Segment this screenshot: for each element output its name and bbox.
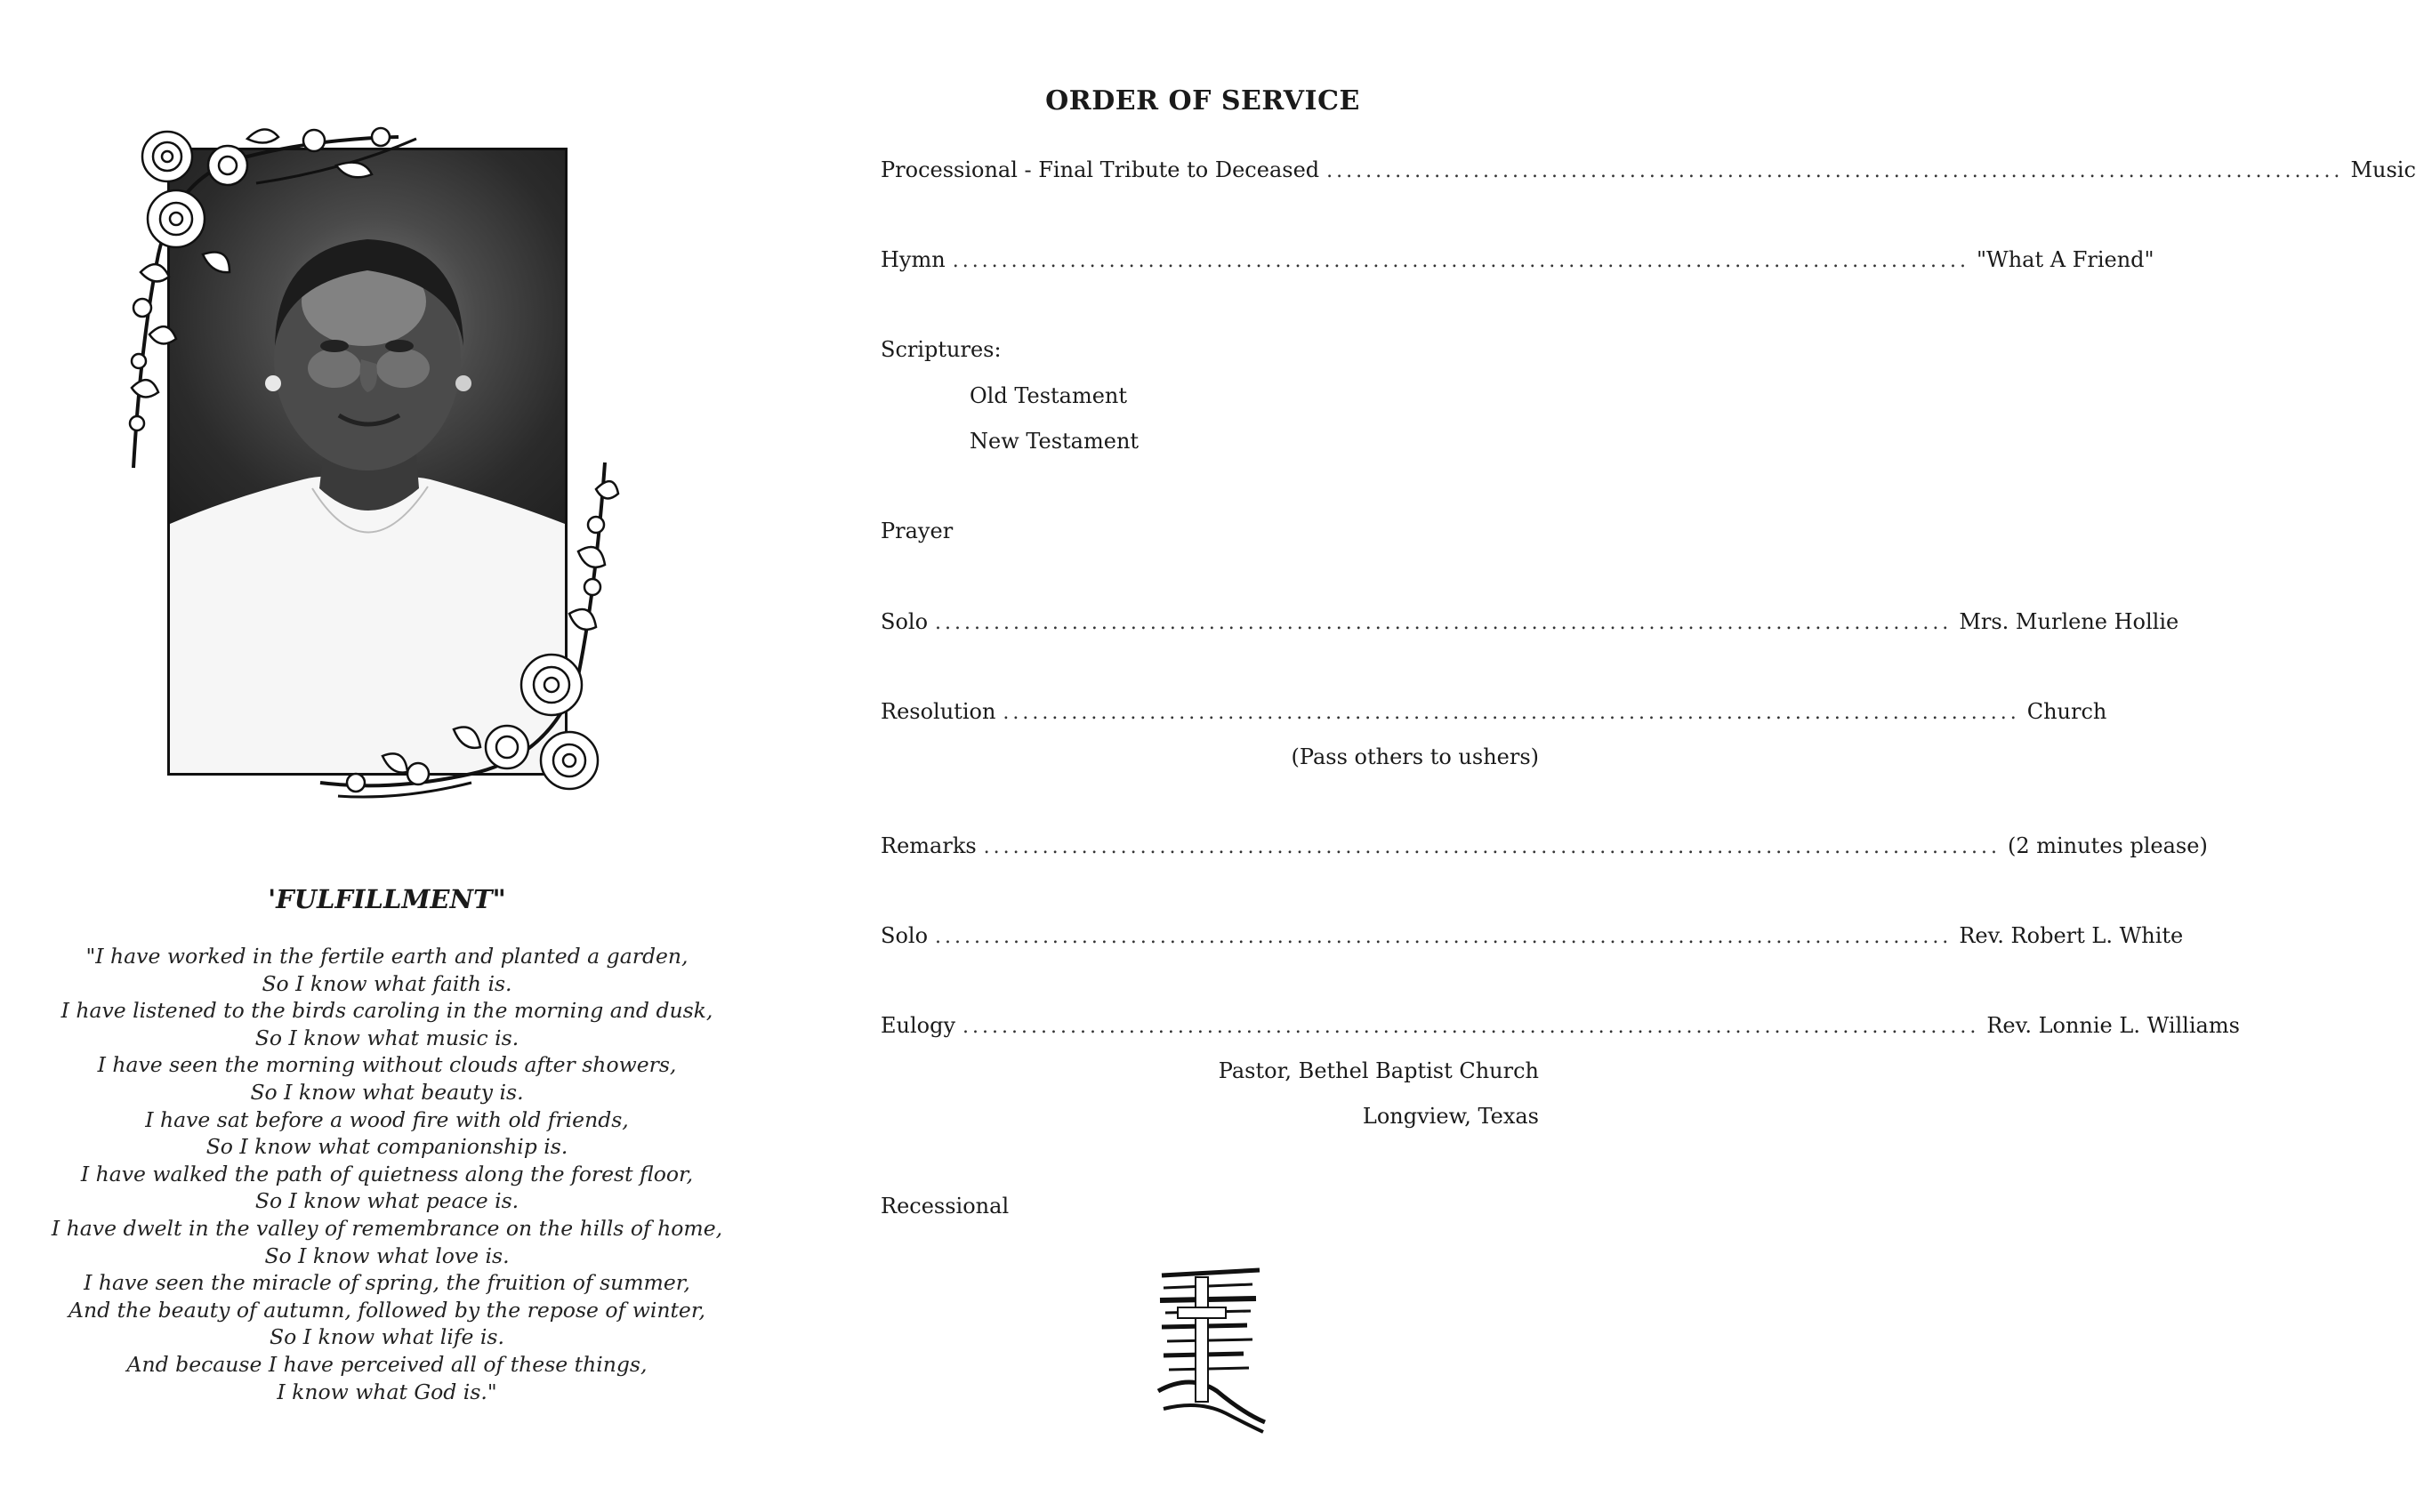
service-item-solo bbox=[881, 609, 2179, 634]
service-item-resolution bbox=[881, 699, 2107, 724]
cross-icon bbox=[1155, 1258, 1267, 1436]
item-value: Church bbox=[2026, 699, 2107, 724]
item-value: Rev. Robert L. White bbox=[1959, 923, 2184, 948]
poem-line: So I know what faith is. bbox=[262, 970, 512, 996]
poem-line: I have seen the morning without clouds after showers, bbox=[97, 1052, 677, 1078]
dot-leader: ........................................................................................................ bbox=[1326, 160, 2344, 182]
recessional: Recessional bbox=[881, 1194, 1010, 1218]
dot-leader: ........................................................................................................ bbox=[983, 836, 2001, 858]
service-item-hymn bbox=[881, 247, 2154, 272]
poem-line: I have sat before a wood fire with old friends, bbox=[145, 1106, 629, 1132]
item-value: Mrs. Murlene Hollie bbox=[1959, 609, 2179, 634]
service-item-remarks bbox=[881, 833, 2208, 858]
item-label: Processional - Final Tribute to Deceased bbox=[881, 157, 1320, 182]
dot-leader: ........................................................................................................ bbox=[935, 612, 1953, 634]
dot-leader: ........................................................................................................ bbox=[962, 1016, 1980, 1038]
item-label: Solo bbox=[881, 923, 929, 948]
item-value: (2 minutes please) bbox=[2007, 833, 2208, 858]
service-item-processional bbox=[881, 157, 2416, 182]
service-title: ORDER OF SERVICE bbox=[1045, 85, 1360, 117]
item-label: Solo bbox=[881, 609, 929, 634]
poem-line: So I know what beauty is. bbox=[250, 1079, 524, 1105]
item-label: Eulogy bbox=[881, 1013, 956, 1038]
poem-line: And the beauty of autumn, followed by the repose of winter, bbox=[68, 1297, 705, 1323]
new-testament: New Testament bbox=[970, 429, 1140, 454]
scriptures-label: Scriptures: bbox=[881, 337, 1002, 362]
item-label: Resolution bbox=[881, 699, 996, 724]
poem-line: So I know what love is. bbox=[264, 1243, 510, 1268]
poem-line: "I have worked in the fertile earth and planted a garden, bbox=[85, 944, 689, 969]
rose-border-icon bbox=[123, 121, 443, 477]
resolution-note: (Pass others to ushers) bbox=[1291, 744, 1539, 769]
eulogy-church: Pastor, Bethel Baptist Church bbox=[1218, 1058, 1539, 1083]
poem-line: I have listened to the birds caroling in the morning and dusk, bbox=[60, 998, 713, 1024]
prayer: Prayer bbox=[881, 519, 954, 543]
poem-body bbox=[0, 943, 774, 1405]
poem-line: I have dwelt in the valley of remembrance on the hills of home, bbox=[51, 1215, 723, 1241]
item-value: Music bbox=[2350, 157, 2416, 182]
left-panel bbox=[0, 0, 801, 1512]
poem-title: 'FULFILLMENT" bbox=[268, 884, 506, 914]
service-item-eulogy bbox=[881, 1013, 2240, 1038]
poem-line: I have walked the path of quietness along the forest floor, bbox=[80, 1161, 694, 1186]
poem-line: I have seen the miracle of spring, the fruition of summer, bbox=[84, 1270, 690, 1296]
old-testament: Old Testament bbox=[970, 383, 1128, 408]
eulogy-location: Longview, Texas bbox=[1362, 1104, 1539, 1129]
service-item-solo bbox=[881, 923, 2184, 948]
rose-border-icon bbox=[311, 454, 623, 809]
poem-line: So I know what companionship is. bbox=[205, 1134, 568, 1160]
dot-leader: ........................................................................................................ bbox=[1003, 702, 2020, 724]
poem-line: So I know what life is. bbox=[270, 1324, 504, 1350]
item-label: Remarks bbox=[881, 833, 977, 858]
poem-line: And because I have perceived all of these things, bbox=[126, 1351, 648, 1377]
item-label: Hymn bbox=[881, 247, 946, 272]
item-value: "What A Friend" bbox=[1977, 247, 2154, 272]
poem-line: So I know what peace is. bbox=[254, 1188, 519, 1214]
dot-leader: ........................................................................................................ bbox=[952, 250, 1969, 272]
poem-line: So I know what music is. bbox=[254, 1025, 519, 1050]
dot-leader: ........................................................................................................ bbox=[935, 926, 1953, 948]
poem-line: I know what God is." bbox=[277, 1379, 497, 1404]
item-value: Rev. Lonnie L. Williams bbox=[1986, 1013, 2240, 1038]
